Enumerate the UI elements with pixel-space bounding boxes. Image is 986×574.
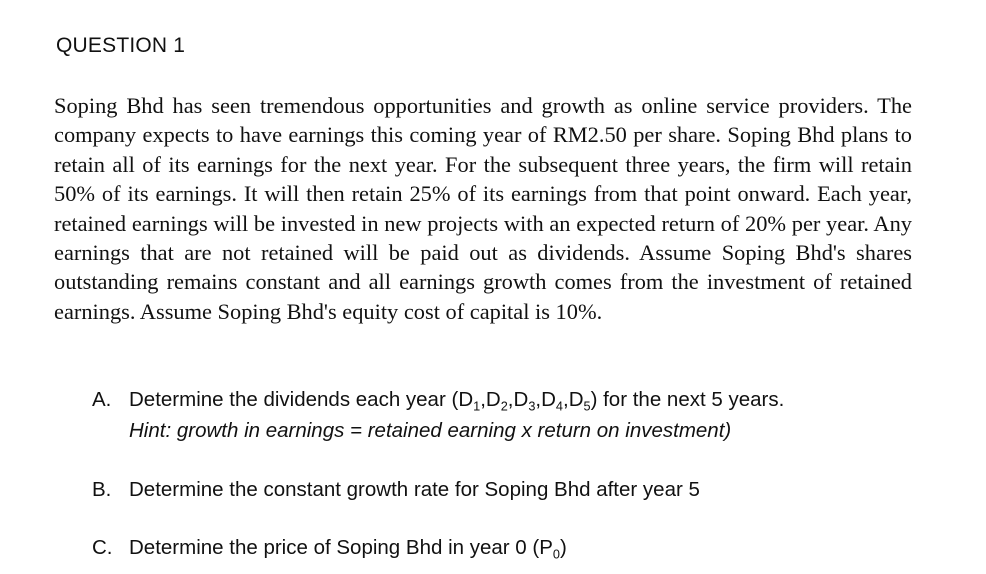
dividend-d1: $D_1$ <box>458 388 481 414</box>
question-heading: QUESTION 1 <box>56 34 186 57</box>
sub-question-a: A. Determine the dividends each year $(D_1,D_2,D_3,D_4,D_5)$ for the next 5 years. <box>92 388 785 414</box>
question-paragraph: Soping Bhd has seen tremendous opportunities and growth as online service providers. The company expects to have earnings this coming year of RM2.50 per share. Soping Bhd plans to retain all of its earnings for the next year. For the subsequent three years, the firm will retain 50% of its earnings. It will then retain 25% of its earnings from that point onward. Each year, retained earnings will be invested in new projects with an expected return of 20% per year. Any earnings that are not retained will be paid out as dividends. Assume Soping Bhd's shares outstanding remains constant and all earnings growth comes from the investment of retained earnings. Assume Soping Bhd's equity cost of capital is 10%. <box>54 93 912 324</box>
price-subscript: 0 <box>552 546 560 562</box>
sub-question-c-text-start: Determine the price of Soping Bhd in year 0 (P <box>129 536 553 559</box>
dividend-d4: $D_4$ <box>541 388 563 414</box>
sub-question-a-hint: Hint: growth in earnings = retained earning x return on investment) <box>129 419 732 442</box>
sub-question-a-text-end: ) for the next 5 years. <box>590 388 785 411</box>
sub-question-b <box>92 478 700 502</box>
dividend-d3: $D_3$ <box>513 388 536 414</box>
sub-question-a-letter: A. <box>92 388 112 411</box>
sub-question-c <box>92 536 567 560</box>
sub-question-c-text-end: ) <box>559 536 567 559</box>
sub-question-a-text-start: Determine the dividends each year ( <box>129 388 459 411</box>
sub-question-b-text: Determine the constant growth rate for Soping Bhd after year 5 <box>129 478 700 501</box>
dividend-d2: $D_2$ <box>485 388 508 414</box>
dividend-d5: $D_5$ <box>568 388 591 414</box>
sub-question-c-letter: C. <box>92 536 113 559</box>
sub-question-b-letter: B. <box>92 478 112 501</box>
